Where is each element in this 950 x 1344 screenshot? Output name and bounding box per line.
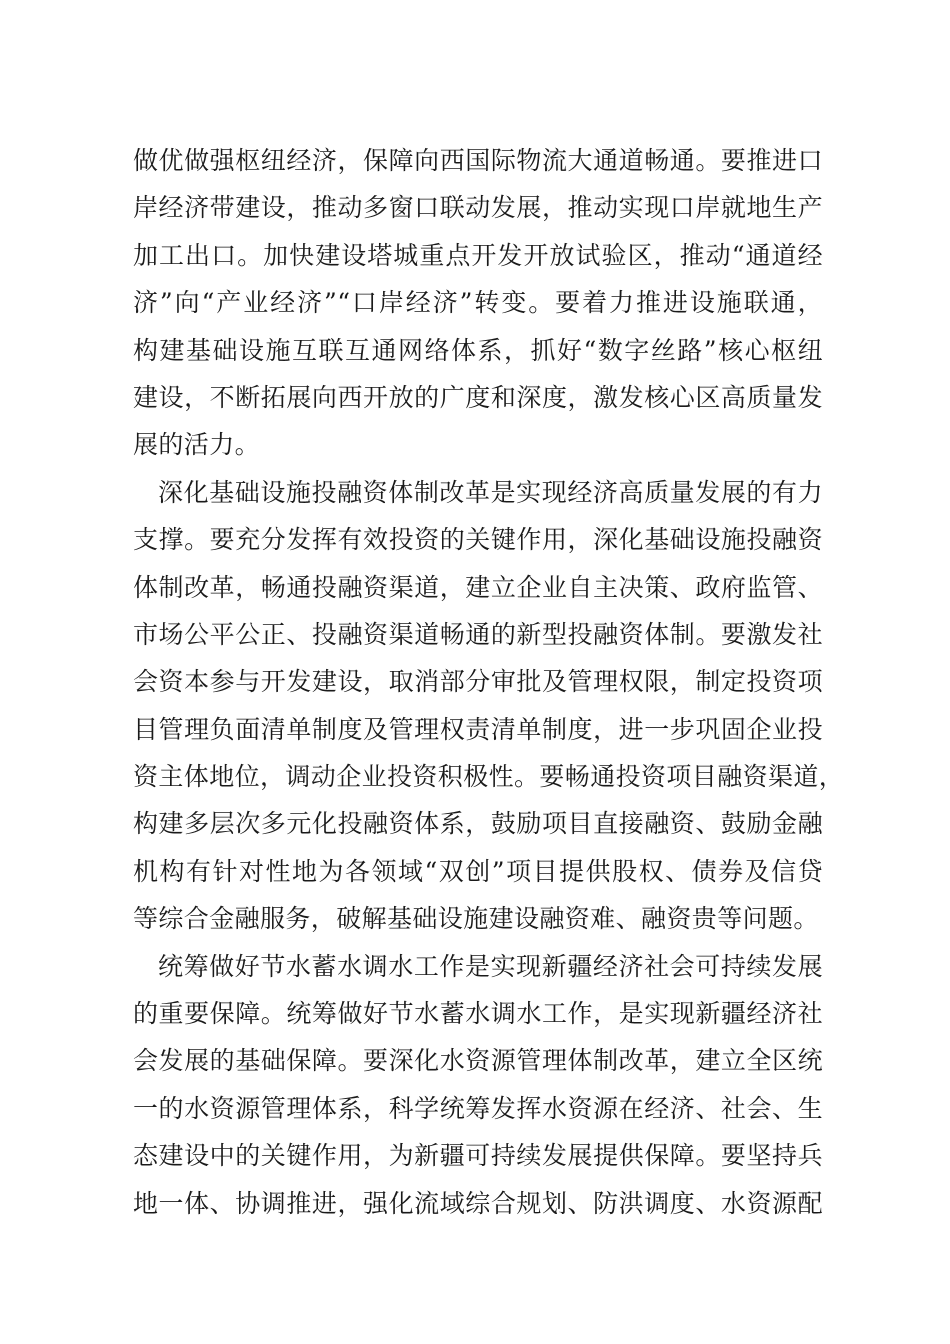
text-line: 会资本参与开发建设，取消部分审批及管理权限，制定投资项 <box>133 667 823 697</box>
text-line: 会发展的基础保障。要深化水资源管理体制改革，建立全区统 <box>133 1046 823 1076</box>
text-line: 岸经济带建设，推动多窗口联动发展，推动实现口岸就地生产 <box>133 193 823 223</box>
text-line: 等综合金融服务，破解基础设施建设融资难、融资贵等问题。 <box>133 904 819 934</box>
text-line: 态建设中的关键作用，为新疆可持续发展提供保障。要坚持兵 <box>133 1141 823 1171</box>
text-line: 资主体地位，调动企业投资积极性。要畅通投资项目融资渠道， <box>133 762 845 792</box>
text-line: 展的活力。 <box>133 430 261 460</box>
text-line: 深化基础设施投融资体制改革是实现经济高质量发展的有力 <box>158 477 823 507</box>
paragraph-1 <box>133 137 823 469</box>
text-line: 体制改革，畅通投融资渠道，建立企业自主决策、政府监管、 <box>133 572 823 602</box>
text-line: 目管理负面清单制度及管理权责清单制度，进一步巩固企业投 <box>133 714 823 744</box>
text-line: 支撑。要充分发挥有效投资的关键作用，深化基础设施投融资 <box>133 525 823 555</box>
paragraph-3 <box>133 943 823 1227</box>
text-line: 构建基础设施互联互通网络体系，抓好“数字丝路”核心枢纽 <box>133 335 823 365</box>
text-line: 做优做强枢纽经济，保障向西国际物流大通道畅通。要推进口 <box>133 146 823 175</box>
text-line: 机构有针对性地为各领域“双创”项目提供股权、债券及信贷 <box>133 856 823 886</box>
text-line: 的重要保障。统筹做好节水蓄水调水工作，是实现新疆经济社 <box>133 999 823 1029</box>
paragraph-2 <box>133 469 845 943</box>
text-line: 建设，不断拓展向西开放的广度和深度，激发核心区高质量发 <box>133 382 823 412</box>
text-line: 统筹做好节水蓄水调水工作是实现新疆经济社会可持续发展 <box>158 951 823 981</box>
text-line: 地一体、协调推进，强化流域综合规划、防洪调度、水资源配 <box>133 1188 823 1218</box>
text-line: 市场公平公正、投融资渠道畅通的新型投融资体制。要激发社 <box>133 619 823 649</box>
text-line: 加工出口。加快建设塔城重点开发开放试验区，推动“通道经 <box>133 240 823 270</box>
text-line: 一的水资源管理体系，科学统筹发挥水资源在经济、社会、生 <box>133 1093 823 1123</box>
body-text <box>133 137 845 1227</box>
text-line: 构建多层次多元化投融资体系，鼓励项目直接融资、鼓励金融 <box>133 809 823 839</box>
text-line: 济”向“产业经济”“口岸经济”转变。要着力推进设施联通， <box>133 288 823 318</box>
